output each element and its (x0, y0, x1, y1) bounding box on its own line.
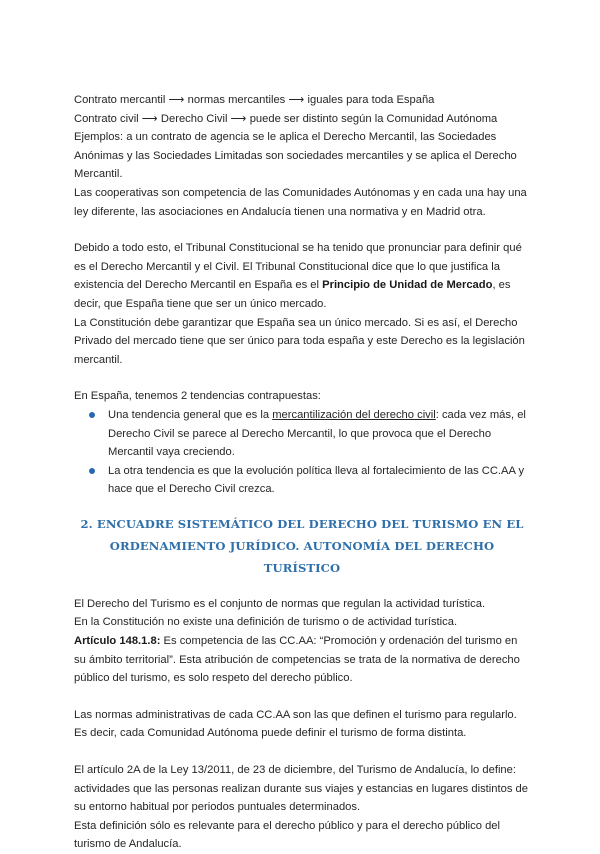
paragraph: Las cooperativas son competencia de las Comunidades Autónomas y en cada una hay una ley diferente, las asociaciones en Andalucía tienen una normativa y en Madrid otra. (74, 186, 527, 218)
paragraph: Contrato mercantil ⟶ normas mercantiles ⟶ iguales para toda España (74, 94, 435, 106)
list-item (74, 462, 530, 499)
document-page (74, 91, 530, 854)
paragraph: En la Constitución no existe una definición de turismo o de actividad turística. (74, 616, 458, 629)
text-span: Una tendencia general que es la (108, 408, 273, 421)
paragraph: Contrato civil ⟶ Derecho Civil ⟶ puede ser distinto según la Comunidad Autónoma (74, 112, 498, 125)
text-span: : cada vez más, el Derecho Civil se parece al Derecho Mercantil, lo que provoca que el Derecho Mercantil vaya creciendo. (108, 408, 526, 459)
bullet-icon (89, 468, 95, 474)
paragraph: El Derecho del Turismo es el conjunto de normas que regulan la actividad turística. (74, 597, 486, 610)
paragraph: En España, tenemos 2 tendencias contrapuestas: (74, 390, 321, 403)
underlined-term: mercantilización del derecho civil (272, 408, 436, 421)
text-span: Debido a todo esto, el Tribunal Constitucional se ha tenido que pronunciar para definir qué es el Derecho Mercantil y el Civil. El Tribunal Constitucional dice que lo que justifica la existencia del Derecho Mercantil en España es el (74, 242, 522, 292)
bold-term: Principio de Unidad de Mercado (322, 279, 493, 292)
bullet-icon (89, 412, 95, 418)
paragraph: El artículo 2A de la Ley 13/2011, de 23 de diciembre, del Turismo de Andalucía, lo define: actividades que las personas realizan durante sus viajes y estancias en lugares distintos de su entorno habitual por periodos puntuales determinados. (74, 764, 528, 814)
list-item (74, 406, 530, 462)
bold-term: Artículo 148.1.8: (74, 635, 161, 648)
paragraph: Las normas administrativas de cada CC.AA son las que definen el turismo para regularlo. Es decir, cada Comunidad Autónoma puede definir el turismo de forma distinta. (74, 708, 517, 740)
text-span: La otra tendencia es que la evolución política lleva al fortalecimiento de las CC.AA y hace que el Derecho Civil crezca. (108, 464, 525, 496)
paragraph: Ejemplos: a un contrato de agencia se le aplica el Derecho Mercantil, las Sociedades Anónimas y las Sociedades Limitadas son sociedades mercantiles y se aplica el Derecho Mercantil. (74, 131, 517, 181)
paragraph (74, 239, 530, 313)
paragraph (74, 632, 530, 688)
text-span: , es decir, que España tiene que ser un único mercado. (74, 279, 511, 310)
paragraph: Esta definición sólo es relevante para el derecho público y para el derecho público del turismo de Andalucía. (74, 819, 501, 851)
paragraph: La Constitución debe garantizar que España sea un único mercado. Si es así, el Derecho Privado del mercado tiene que ser único para toda españa y este Derecho es la legislación mercantil. (74, 316, 525, 366)
bullet-list (74, 406, 530, 499)
section-heading: 2. ENCUADRE SISTEMÁTICO DEL DERECHO DEL TURISMO EN EL ORDENAMIENTO JURÍDICO. AUTONOMÍA DEL DERECHO TURÍSTICO (80, 516, 524, 575)
text-span: Es competencia de las CC.AA: “Promoción y ordenación del turismo en su ámbito territorial”. Esta atribución de competencias se trata de la normativa de derecho público del turismo, es solo respeto del derecho público. (74, 635, 520, 685)
